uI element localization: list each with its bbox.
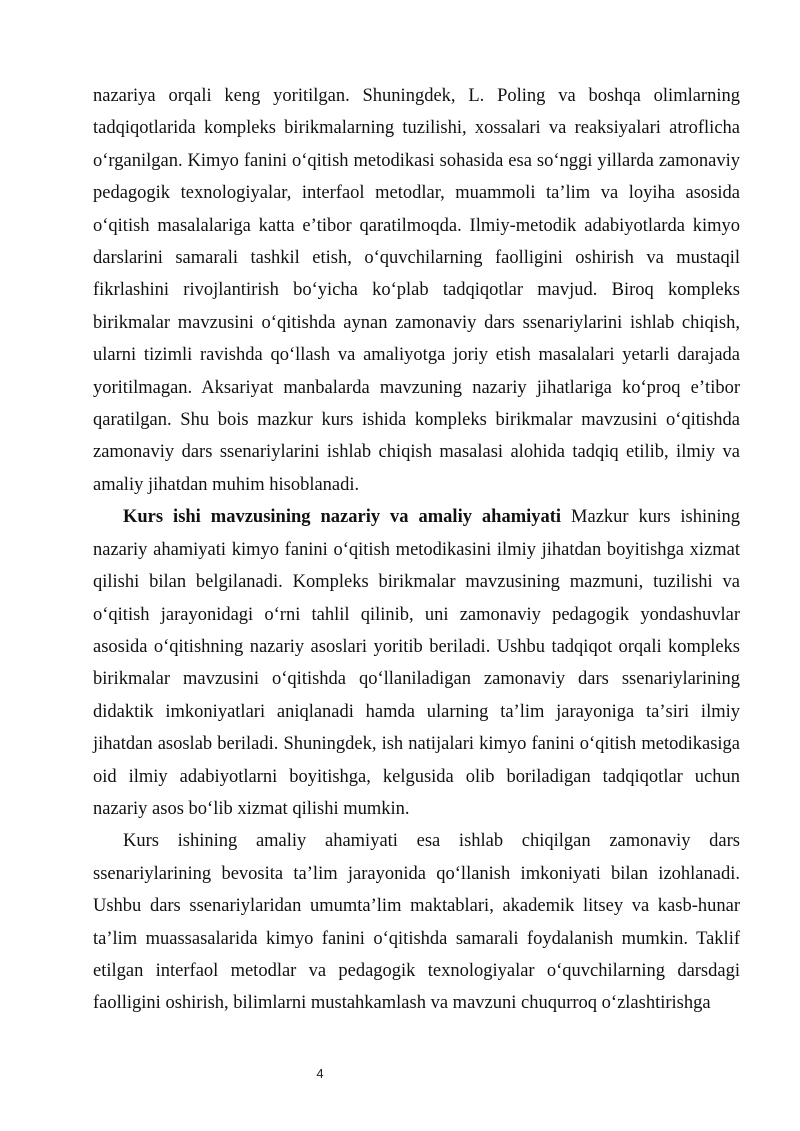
paragraph-1-text: nazariya orqali keng yoritilgan. Shuningdek, L. Poling va boshqa olimlarning tadqiqotlarida kompleks birikmalarning tuzilishi, xossalari va reaksiyalari atroflicha oʻrganilgan. Kimyo fanini oʻqitish metodikasi sohasida esa soʻnggi yillarda zamonaviy pedagogik texnologiyalar, interfaol metodlar, muammoli taʼlim va loyiha asosida oʻqitish masalalariga katta eʼtibor qaratilmoqda. Ilmiy-metodik adabiyotlarda kimyo darslarini samarali tashkil etish, oʻquvchilarning faolligini oshirish va mustaqil fikrlashini rivojlantirish boʻyicha koʻplab tadqiqotlar mavjud. Biroq kompleks birikmalar mavzusini oʻqitishda aynan zamonaviy dars ssenariylarini ishlab chiqish, ularni tizimli ravishda qoʻllash va amaliyotga joriy etish masalalari yetarli darajada yoritilmagan. Aksariyat manbalarda mavzuning nazariy jihatlariga koʻproq eʼtibor qaratilgan. Shu bois mazkur kurs ishida kompleks birikmalar mavzusini oʻqitishda zamonaviy dars ssenariylarini ishlab chiqish masalasi alohida tadqiq etilib, ilmiy va amaliy jihatdan muhim hisoblanadi. — [93, 86, 740, 495]
paragraph-2-heading: Kurs ishi mavzusining nazariy va amaliy ahamiyati — [123, 507, 562, 528]
paragraph-2-text: Mazkur kurs ishining nazariy ahamiyati kimyo fanini oʻqitish metodikasini ilmiy jihatdan boyitishga xizmat qilishi bilan belgilanadi. Kompleks birikmalar mavzusining mazmuni, tuzilishi va oʻqitish jarayonidagi oʻrni tahlil qilinib, uni zamonaviy pedagogik yondashuvlar asosida oʻqitishning nazariy asoslari yoritib beriladi. Ushbu tadqiqot orqali kompleks birikmalar mavzusini oʻqitishda qoʻllaniladigan zamonaviy dars ssenariylarining didaktik imkoniyatlari aniqlanadi hamda ularning taʼlim jarayoniga taʼsiri ilmiy jihatdan asoslab beriladi. Shuningdek, ish natijalari kimyo fanini oʻqitish metodikasiga oid ilmiy adabiyotlarni boyitishga, kelgusida olib boriladigan tadqiqotlar uchun nazariy asos boʻlib xizmat qilishi mumkin. — [93, 507, 740, 819]
paragraph-2 — [93, 501, 740, 825]
page-number: 4 — [316, 1066, 324, 1081]
document-body — [93, 80, 740, 1020]
paragraph-1 — [93, 80, 740, 501]
paragraph-3-text: Kurs ishining amaliy ahamiyati esa ishlab chiqilgan zamonaviy dars ssenariylarining bevosita taʼlim jarayonida qoʻllanish imkoniyati bilan izohlanadi. Ushbu dars ssenariylaridan umumtaʼlim maktablari, akademik litsey va kasb-hunar taʼlim muassasalarida kimyo fanini oʻqitishda samarali foydalanish mumkin. Taklif etilgan interfaol metodlar va pedagogik texnologiyalar oʻquvchilarning darsdagi faolligini oshirish, bilimlarni mustahkamlash va mavzuni chuqurroq oʻzlashtirishga — [93, 831, 740, 1014]
paragraph-3 — [93, 825, 740, 1019]
